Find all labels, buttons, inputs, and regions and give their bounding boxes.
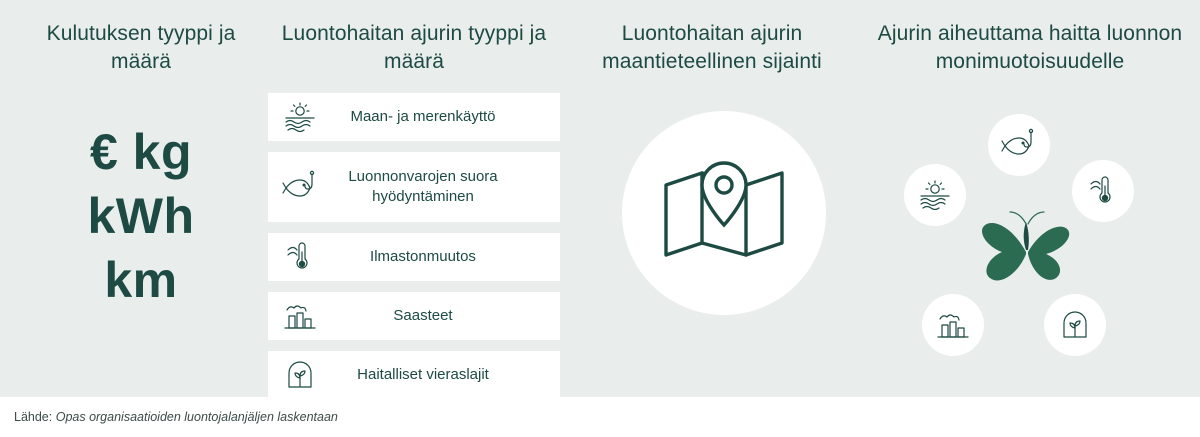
source-prefix: Lähde: xyxy=(14,410,56,424)
cluster-land-sea-use-bubble xyxy=(904,164,966,226)
cluster-fish-hook-bubble xyxy=(988,114,1050,176)
cluster-invasive-species-bubble xyxy=(1044,294,1106,356)
land-sea-use-icon xyxy=(278,95,322,139)
pollution-factory-icon xyxy=(936,310,970,340)
land-sea-use-icon xyxy=(918,180,952,210)
invasive-species-icon xyxy=(1060,309,1090,341)
folded-map-pin-icon xyxy=(662,159,786,267)
column-2-title: Luontohaitan ajurin tyyppi ja määrä xyxy=(281,22,547,73)
unit-distance: km xyxy=(104,252,178,308)
butterfly-icon xyxy=(976,208,1072,294)
cluster-thermometer-bubble xyxy=(1072,160,1134,222)
driver-label-resource-extraction: Luonnonvarojen suora hyödyntäminen xyxy=(348,167,498,205)
driver-label-climate-change: Ilmastonmuutos xyxy=(370,247,476,265)
driver-list xyxy=(268,93,560,410)
geographic-location-circle xyxy=(622,111,826,315)
driver-label-land-sea-use: Maan- ja merenkäyttö xyxy=(350,107,496,125)
unit-currency-weight: € kg xyxy=(89,124,193,180)
column-4-title: Ajurin aiheuttama haitta luonnon monimuotoisuudelle xyxy=(877,22,1183,73)
thermometer-icon xyxy=(278,235,322,279)
consumption-units-list xyxy=(18,120,264,312)
pollution-factory-icon xyxy=(278,294,322,338)
cluster-pollution-bubble xyxy=(922,294,984,356)
fish-hook-icon xyxy=(1001,128,1037,162)
driver-row-climate-change xyxy=(268,233,560,281)
source-text xyxy=(0,410,338,424)
unit-energy: kWh xyxy=(87,188,195,244)
source-title: Opas organisaatioiden luontojalanjäljen laskentaan xyxy=(55,410,338,424)
source-bar xyxy=(0,397,1200,437)
column-3-title: Luontohaitan ajurin maantieteellinen sijainti xyxy=(602,22,822,73)
driver-row-invasive-species xyxy=(268,351,560,399)
invasive-species-icon xyxy=(278,353,322,397)
column-1-title: Kulutuksen tyyppi ja määrä xyxy=(46,22,236,73)
driver-label-invasive-species: Haitalliset vieraslajit xyxy=(357,365,489,383)
driver-row-resource-extraction xyxy=(268,152,560,222)
driver-label-pollution: Saasteet xyxy=(393,306,453,324)
fish-hook-icon xyxy=(278,165,322,209)
biodiversity-impact-cluster xyxy=(876,100,1184,390)
driver-row-pollution xyxy=(268,292,560,340)
driver-row-land-sea-use xyxy=(268,93,560,141)
thermometer-icon xyxy=(1087,175,1119,207)
